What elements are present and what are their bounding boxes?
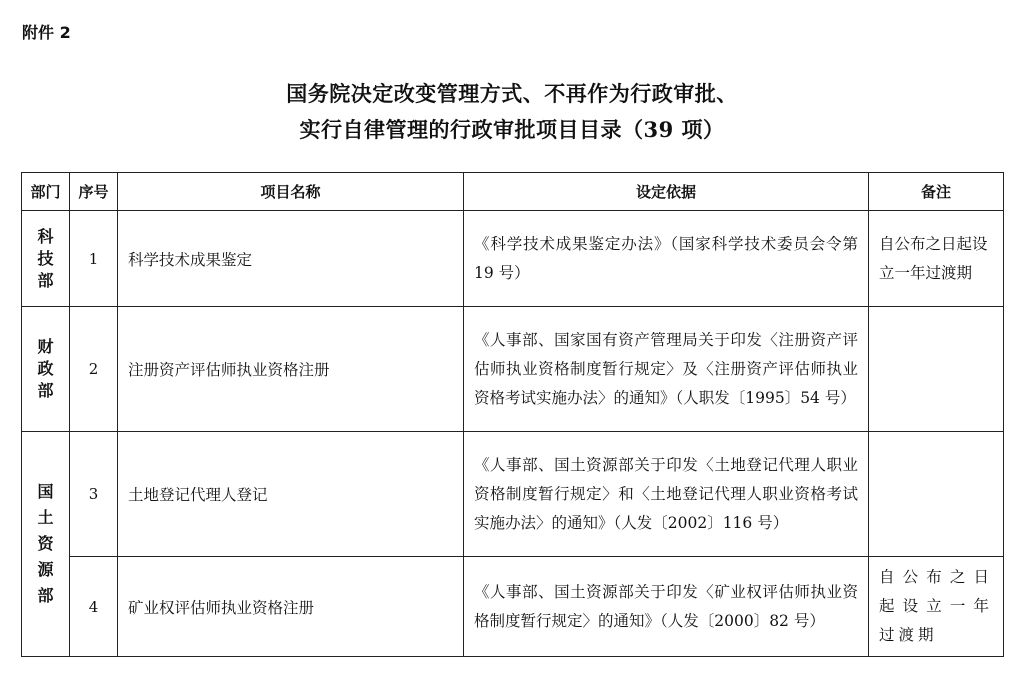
document-title-line-1: 国务院决定改变管理方式、不再作为行政审批、	[286, 81, 738, 106]
table-row	[22, 307, 1004, 432]
item-number: 1	[70, 211, 118, 307]
header-dept: 部门	[22, 173, 70, 211]
dept-char: 科	[37, 226, 54, 246]
item-note: 自公布之日起设立一年过渡期	[869, 211, 1004, 307]
header-no: 序号	[70, 173, 118, 211]
item-basis: 《人事部、国土资源部关于印发〈土地登记代理人职业资格制度暂行规定〉和〈土地登记代理人职业资格考试实施办法〉的通知》（人发〔2002〕116 号）	[464, 432, 869, 557]
dept-cell	[22, 211, 70, 307]
dept-char: 部	[37, 586, 54, 605]
item-name: 科学技术成果鉴定	[118, 211, 464, 307]
item-name: 矿业权评估师执业资格注册	[118, 557, 464, 657]
approval-items-table	[21, 172, 1004, 657]
dept-char: 部	[37, 270, 54, 290]
item-basis: 《科学技术成果鉴定办法》（国家科学技术委员会令第 19 号）	[464, 211, 869, 307]
table-row	[22, 557, 1004, 657]
header-name: 项目名称	[118, 173, 464, 211]
item-note: 自公布之日起设立一年过渡期	[869, 557, 1004, 657]
table-row	[22, 432, 1004, 557]
dept-char: 源	[37, 560, 54, 579]
header-basis: 设定依据	[464, 173, 869, 211]
item-number: 2	[70, 307, 118, 432]
table-header-row	[22, 173, 1004, 211]
item-basis: 《人事部、国家国有资产管理局关于印发〈注册资产评估师执业资格制度暂行规定〉及〈注册资产评估师执业资格考试实施办法〉的通知》（人职发〔1995〕54 号）	[464, 307, 869, 432]
item-basis: 《人事部、国土资源部关于印发〈矿业权评估师执业资格制度暂行规定〉的通知》（人发〔2000〕82 号）	[464, 557, 869, 657]
header-note: 备注	[869, 173, 1004, 211]
dept-char: 土	[37, 508, 54, 527]
dept-char: 技	[37, 248, 54, 268]
document-title-line-2: 实行自律管理的行政审批项目目录（39 项）	[299, 117, 725, 142]
item-name: 注册资产评估师执业资格注册	[118, 307, 464, 432]
attachment-label: 附件 2	[22, 23, 71, 42]
dept-char: 政	[37, 359, 54, 378]
item-number: 4	[70, 557, 118, 657]
item-note	[869, 432, 1004, 557]
dept-char: 部	[37, 381, 54, 400]
dept-char: 财	[37, 337, 54, 356]
dept-cell	[22, 307, 70, 432]
dept-cell	[22, 432, 70, 657]
item-note	[869, 307, 1004, 432]
item-number: 3	[70, 432, 118, 557]
dept-char: 资	[37, 534, 54, 553]
item-name: 土地登记代理人登记	[118, 432, 464, 557]
table-row	[22, 211, 1004, 307]
dept-char: 国	[37, 482, 54, 501]
